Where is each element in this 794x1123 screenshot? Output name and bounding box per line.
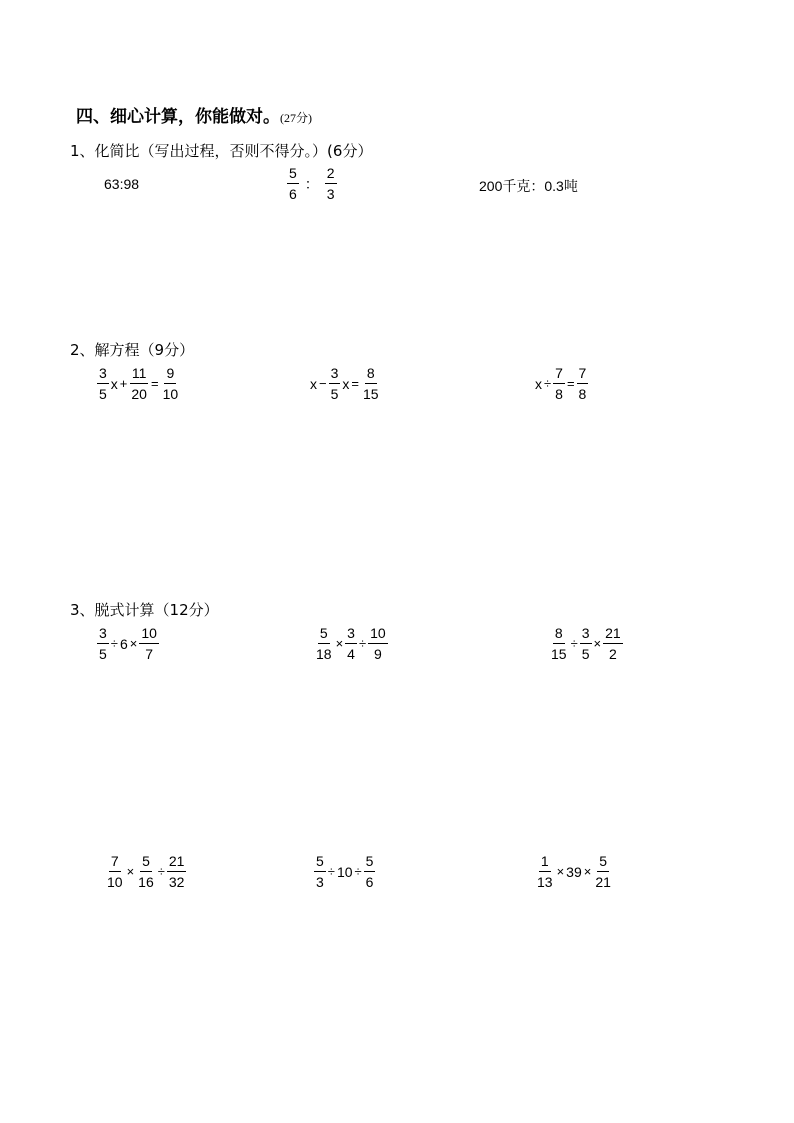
equation-3: [534, 366, 589, 401]
divide-operator: ÷: [544, 376, 552, 391]
divide-operator: ÷: [327, 864, 335, 879]
times-operator: ×: [556, 864, 565, 879]
fraction: $\frac{7}{8}$: [578, 365, 587, 402]
variable-x: x: [535, 375, 542, 392]
divide-operator: ÷: [157, 864, 165, 879]
minus-operator: −: [319, 376, 327, 391]
equation-1: [96, 366, 181, 401]
times-operator: ×: [583, 864, 592, 879]
ratio-colon: ：: [304, 175, 319, 192]
fraction: $\frac{1}{13}$: [537, 853, 553, 890]
calc-3: [548, 626, 624, 661]
calc-6: [534, 854, 614, 889]
equals-sign: =: [150, 376, 159, 391]
times-operator: ×: [126, 864, 135, 879]
calc-5: [313, 854, 376, 889]
fraction: $\frac{5}{18}$: [316, 625, 332, 662]
divide-operator: ÷: [354, 864, 362, 879]
fraction: $\frac{10}{7}$: [141, 625, 157, 662]
variable-x: x: [342, 375, 350, 392]
equals-sign: =: [566, 376, 575, 391]
fraction: $\frac{8}{15}$: [551, 625, 567, 662]
question-1-label: 1、化简比（写出过程，否则不得分。）(6分）: [70, 142, 373, 160]
integer: 6: [119, 635, 128, 652]
ratio-63-98: 63:98: [104, 176, 140, 192]
divide-operator: ÷: [358, 636, 367, 651]
question-3-label: 3、脱式计算（12分）: [70, 601, 219, 619]
fraction: $\frac{3}{4}$: [347, 625, 355, 662]
fraction: $\frac{5}{16}$: [138, 853, 154, 890]
q1-item-c: [478, 176, 579, 196]
variable-x: x: [110, 375, 118, 392]
equals-sign: =: [351, 376, 359, 391]
q1-item-b: [286, 166, 338, 201]
section-title: [76, 102, 312, 127]
fraction: $\frac{7}{8}$: [555, 365, 563, 402]
calc-1: [96, 626, 160, 661]
fraction: $\frac{9}{10}$: [162, 365, 179, 402]
fraction: $\frac{2}{3}$: [326, 165, 335, 202]
ratio-mass: 200千克：0.3吨: [479, 178, 578, 194]
fraction: $\frac{3}{5}$: [99, 365, 107, 402]
fraction: $\frac{5}{21}$: [595, 853, 611, 890]
fraction: $\frac{5}{3}$: [316, 853, 324, 890]
fraction: $\frac{8}{15}$: [362, 365, 379, 402]
plus-operator: +: [119, 376, 128, 391]
section-score: (27分): [280, 111, 312, 125]
divide-operator: ÷: [570, 636, 578, 651]
integer: 39: [566, 863, 582, 880]
fraction: $\frac{3}{5}$: [581, 625, 590, 662]
variable-x: x: [310, 375, 317, 392]
fraction: $\frac{11}{20}$: [131, 365, 147, 402]
fraction: $\frac{7}{10}$: [107, 853, 123, 890]
fraction: $\frac{3}{5}$: [330, 365, 339, 402]
section-title-text: 四、细心计算，你能做对。: [76, 107, 280, 127]
q1-item-a: [103, 176, 140, 192]
integer: 10: [336, 863, 353, 880]
calc-2: [313, 626, 389, 661]
fraction: $\frac{21}{2}$: [605, 625, 621, 662]
fraction: $\frac{3}{5}$: [99, 625, 107, 662]
times-operator: ×: [129, 636, 138, 651]
fraction: $\frac{5}{6}$: [365, 853, 374, 890]
question-2-label: 2、解方程（9分）: [70, 341, 195, 359]
calc-4: [104, 854, 187, 889]
equation-2: [309, 366, 382, 401]
times-operator: ×: [593, 636, 602, 651]
fraction: $\frac{5}{6}$: [289, 165, 297, 202]
divide-operator: ÷: [110, 636, 118, 651]
times-operator: ×: [335, 636, 344, 651]
fraction: $\frac{21}{32}$: [168, 853, 185, 890]
fraction: $\frac{10}{9}$: [370, 625, 386, 662]
